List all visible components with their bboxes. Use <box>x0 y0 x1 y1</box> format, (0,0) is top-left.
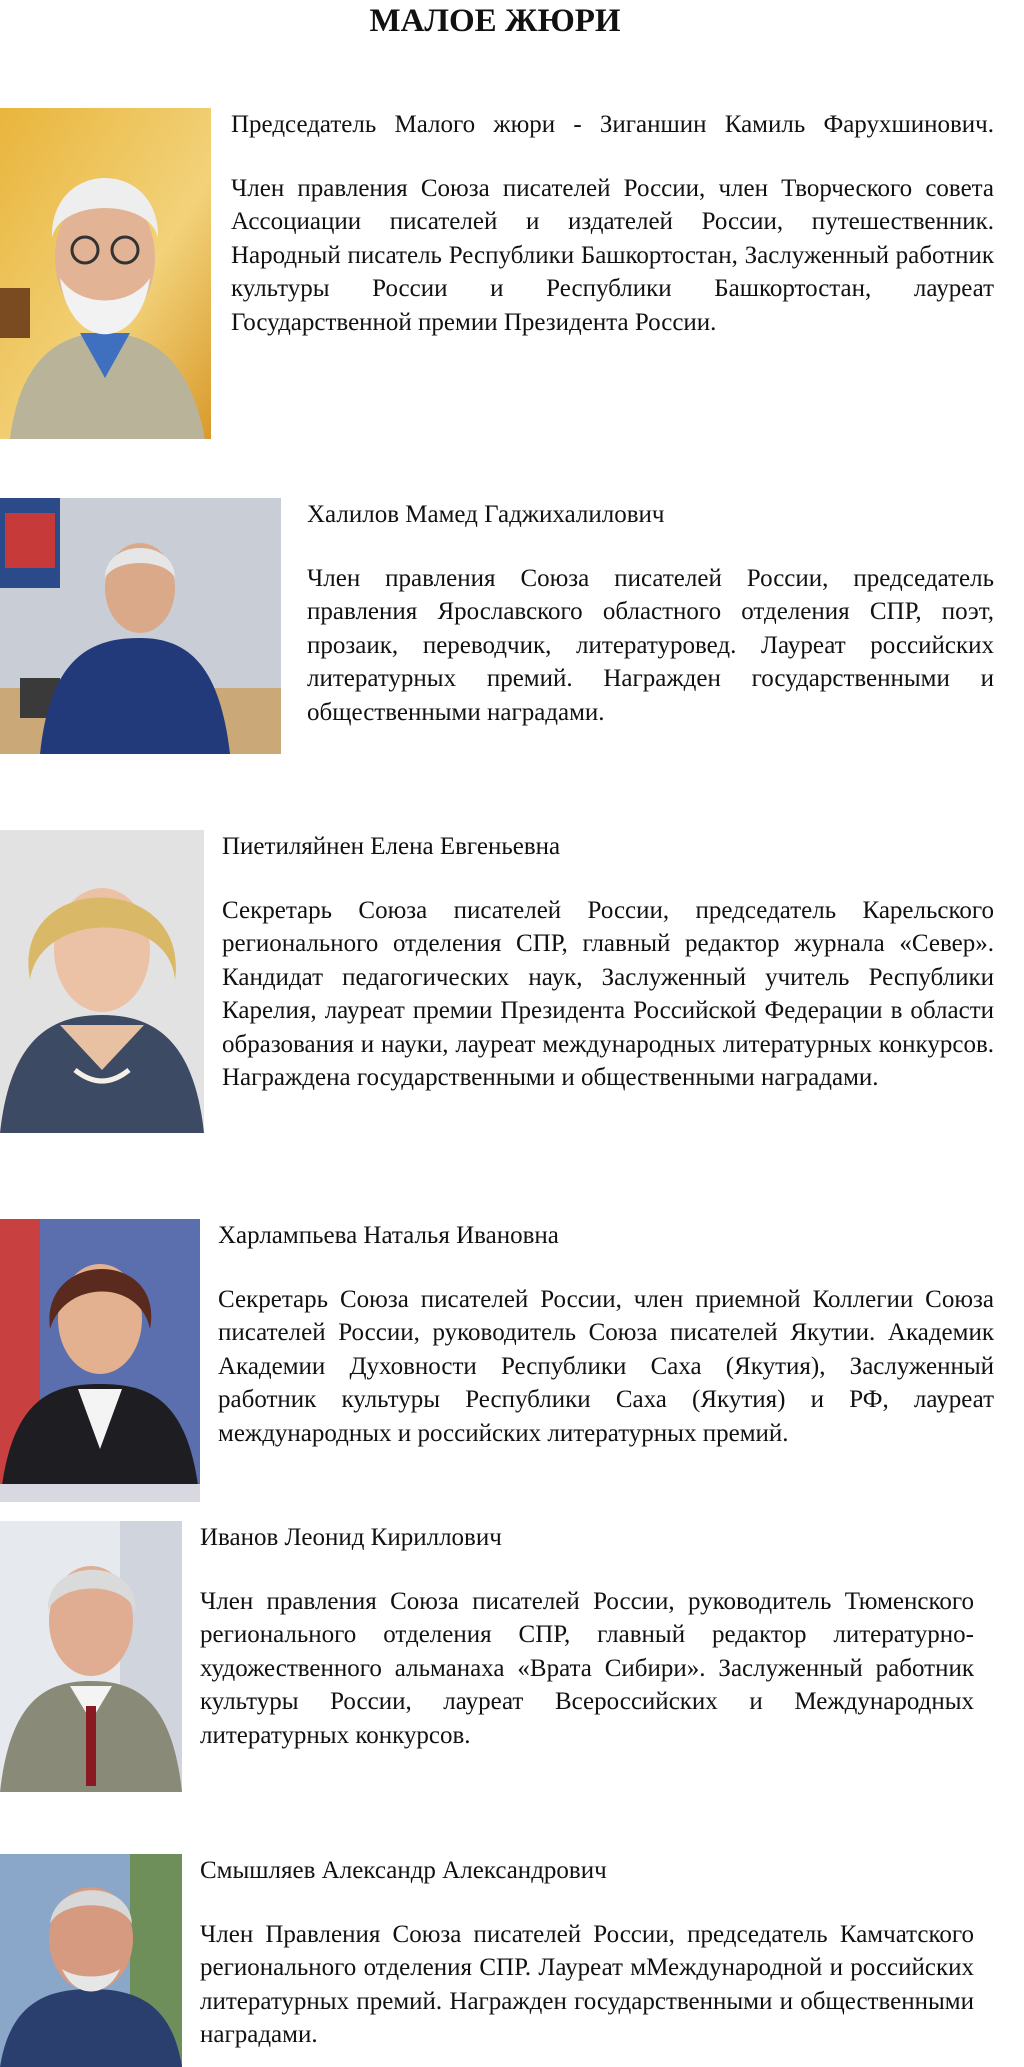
member-name: Иванов Леонид Кириллович <box>200 1524 502 1551</box>
member-bio: Член правления Союза писателей России, член Творческого совета Ассоциации писателей и издателей России, путешественник. Народный писатель Республики Башкортостан, Заслуженный работник культуры России и Республики Башкортостан, лауреат Государственной премии Президента России. <box>231 174 994 336</box>
member-photo <box>0 498 281 754</box>
member-bio: Член правления Союза писателей России, руководитель Тюменского регионального отделения СПР, главный редактор литературно-художественного альманаха «Врата Сибири». Заслуженный работник культуры России, лауреат Всероссийских и Международных литературных конкурсов. <box>200 1587 974 1749</box>
member-bio: Секретарь Союза писателей России, председатель Карельского регионального отделения СПР, главный редактор журнала «Север». Кандидат педагогических наук, Заслуженный учитель Республики Карелия, лауреат премии Президента Российской Федерации в области образования и науки, лауреат международных литературных конкурсов. Награждена государственными и общественными наградами. <box>222 896 994 1091</box>
member-photo <box>0 1854 182 2067</box>
page-title: МАЛОЕ ЖЮРИ <box>369 3 621 39</box>
member-bio: Секретарь Союза писателей России, член приемной Коллегии Союза писателей России, руководитель Союза писателей Якутии. Академик Академии Духовности Республики Саха (Якутия), Заслуженный работник культуры Республики Саха (Якутия) и РФ, лауреат международных и российских литературных премий. <box>218 1285 994 1447</box>
member-name: Смышляев Александр Александрович <box>200 1857 607 1884</box>
member-photo <box>0 830 204 1133</box>
member-name: Пиетиляйнен Елена Евгеньевна <box>222 833 561 860</box>
member-photo <box>0 108 211 439</box>
member-name: Харлампьева Наталья Ивановна <box>218 1222 559 1249</box>
member-photo <box>0 1219 200 1502</box>
member-bio: Член правления Союза писателей России, председатель правления Ярославского областного отделения СПР, поэт, прозаик, переводчик, литературовед. Лауреат российских литературных премий. Награжден государственными и общественными наградами. <box>307 564 994 726</box>
member-bio: Член Правления Союза писателей России, председатель Камчатского регионального отделения СПР. Лауреат мМеждународной и российских литературных премий. Награжден государственными и общественными наградами. <box>200 1920 974 2048</box>
member-photo <box>0 1521 182 1792</box>
member-name: Председатель Малого жюри - Зиганшин Камиль Фарухшинович. <box>231 111 994 138</box>
member-name: Халилов Мамед Гаджихалилович <box>307 501 665 528</box>
